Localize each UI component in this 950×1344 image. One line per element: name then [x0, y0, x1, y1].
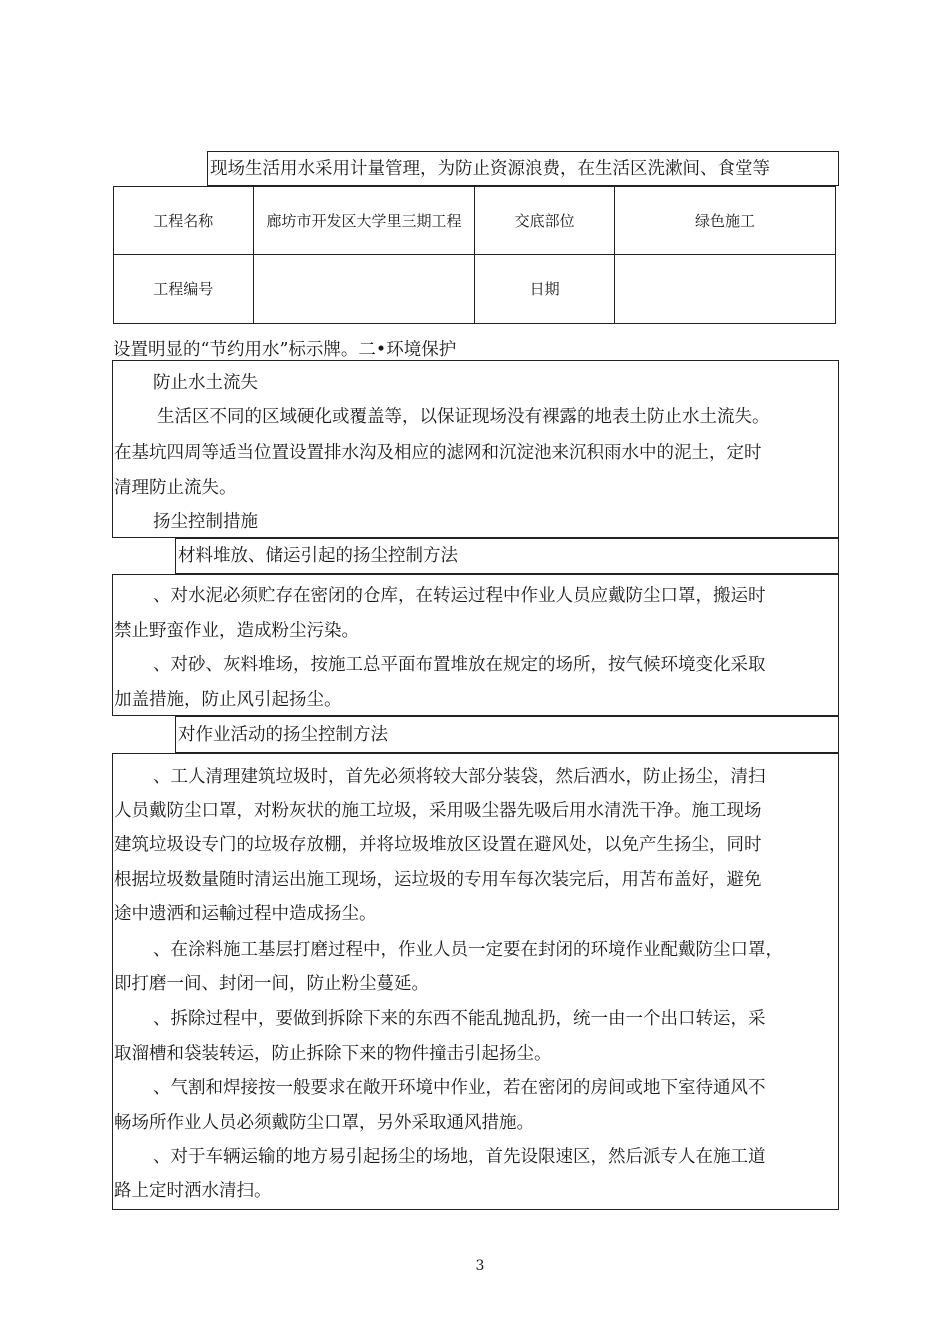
activity-dust-heading: 对作业活动的扬尘控制方法	[178, 725, 388, 745]
date-label: 日期	[475, 255, 615, 324]
material-dust-heading: 材料堆放、储运引起的扬尘控制方法	[178, 546, 458, 566]
soil-erosion-line: 清理防止流失。	[114, 478, 237, 498]
activity-dust-line: 取溜槽和袋装转运，防止拆除下来的物件撞击引起扬尘。	[114, 1044, 552, 1064]
project-name-label: 工程名称	[114, 187, 254, 255]
part-value: 绿色施工	[614, 187, 835, 255]
material-dust-line: 、对砂、灰料堆场，按施工总平面布置堆放在规定的场所，按气候环境变化采取	[153, 655, 766, 675]
dust-control-heading: 扬尘控制措施	[153, 512, 258, 532]
activity-dust-line: 、气割和焊接按一般要求在敞开环境中作业，若在密闭的房间或地下室待通风不	[153, 1078, 766, 1098]
activity-dust-heading-box	[175, 716, 839, 753]
soil-erosion-line: 生活区不同的区域硬化或覆盖等，以保证现场没有裸露的地表土防止水土流失。	[157, 407, 770, 427]
activity-dust-line: 根据垃圾数量随时清运出施工现场，运垃圾的专用车每次装完后，用苫布盖好，避免	[114, 870, 762, 890]
activity-dust-line: 人员戴防尘口罩，对粉灰状的施工垃圾，采用吸尘器先吸后用水清洗干净。施工现场	[114, 801, 762, 821]
activity-dust-box	[112, 753, 839, 1210]
activity-dust-line: 畅场所作业人员必须戴防尘口罩，另外采取通风措施。	[114, 1113, 534, 1133]
page-number: 3	[475, 1258, 485, 1274]
project-no-label: 工程编号	[114, 255, 254, 324]
soil-erosion-line: 在基坑四周等适当位置设置排水沟及相应的滤网和沉淀池来沉积雨水中的泥土，定时	[114, 443, 762, 463]
project-no-value	[253, 255, 475, 324]
activity-dust-line: 、拆除过程中，要做到拆除下来的东西不能乱抛乱扔，统一由一个出口转运，采	[153, 1009, 766, 1029]
activity-dust-line: 路上定时洒水清扫。	[114, 1181, 272, 1201]
soil-erosion-box	[112, 360, 839, 538]
material-dust-line: 加盖措施，防止风引起扬尘。	[114, 690, 342, 710]
material-dust-heading-box	[175, 538, 839, 574]
top-text-line: 现场生活用水采用计量管理，为防止资源浪费，在生活区洗漱间、食堂等	[207, 151, 839, 186]
project-info-table	[113, 186, 836, 324]
project-name-value: 廊坊市开发区大学里三期工程	[253, 187, 475, 255]
material-dust-line: 禁止野蛮作业，造成粉尘污染。	[114, 621, 359, 641]
material-dust-line: 、对水泥必须贮存在密闭的仓库，在转运过程中作业人员应戴防尘口罩，搬运时	[153, 586, 766, 606]
activity-dust-line: 、对于车辆运输的地方易引起扬尘的场地，首先设限速区，然后派专人在施工道	[153, 1147, 766, 1167]
activity-dust-line: 即打磨一间、封闭一间，防止粉尘蔓延。	[114, 974, 429, 994]
table-row	[114, 255, 836, 324]
activity-dust-line: 、在涂料施工基层打磨过程中，作业人员一定要在封闭的环境作业配戴防尘口罩，	[153, 940, 783, 960]
activity-dust-line: 途中遗洒和运輸过程中造成扬尘。	[114, 904, 377, 924]
material-dust-box	[112, 574, 839, 716]
activity-dust-line: 建筑垃圾设专门的垃圾存放棚，并将垃圾堆放区设置在避风处，以免产生扬尘，同时	[114, 835, 762, 855]
continuation-line: 设置明显的“节约用水”标示牌。二•环境保护	[113, 340, 457, 360]
date-value	[614, 255, 835, 324]
part-label: 交底部位	[475, 187, 615, 255]
activity-dust-line: 、工人清理建筑垃圾时，首先必须将较大部分装袋，然后洒水，防止扬尘，清扫	[153, 767, 766, 787]
soil-erosion-heading: 防止水土流失	[153, 373, 258, 393]
table-row	[114, 187, 836, 255]
